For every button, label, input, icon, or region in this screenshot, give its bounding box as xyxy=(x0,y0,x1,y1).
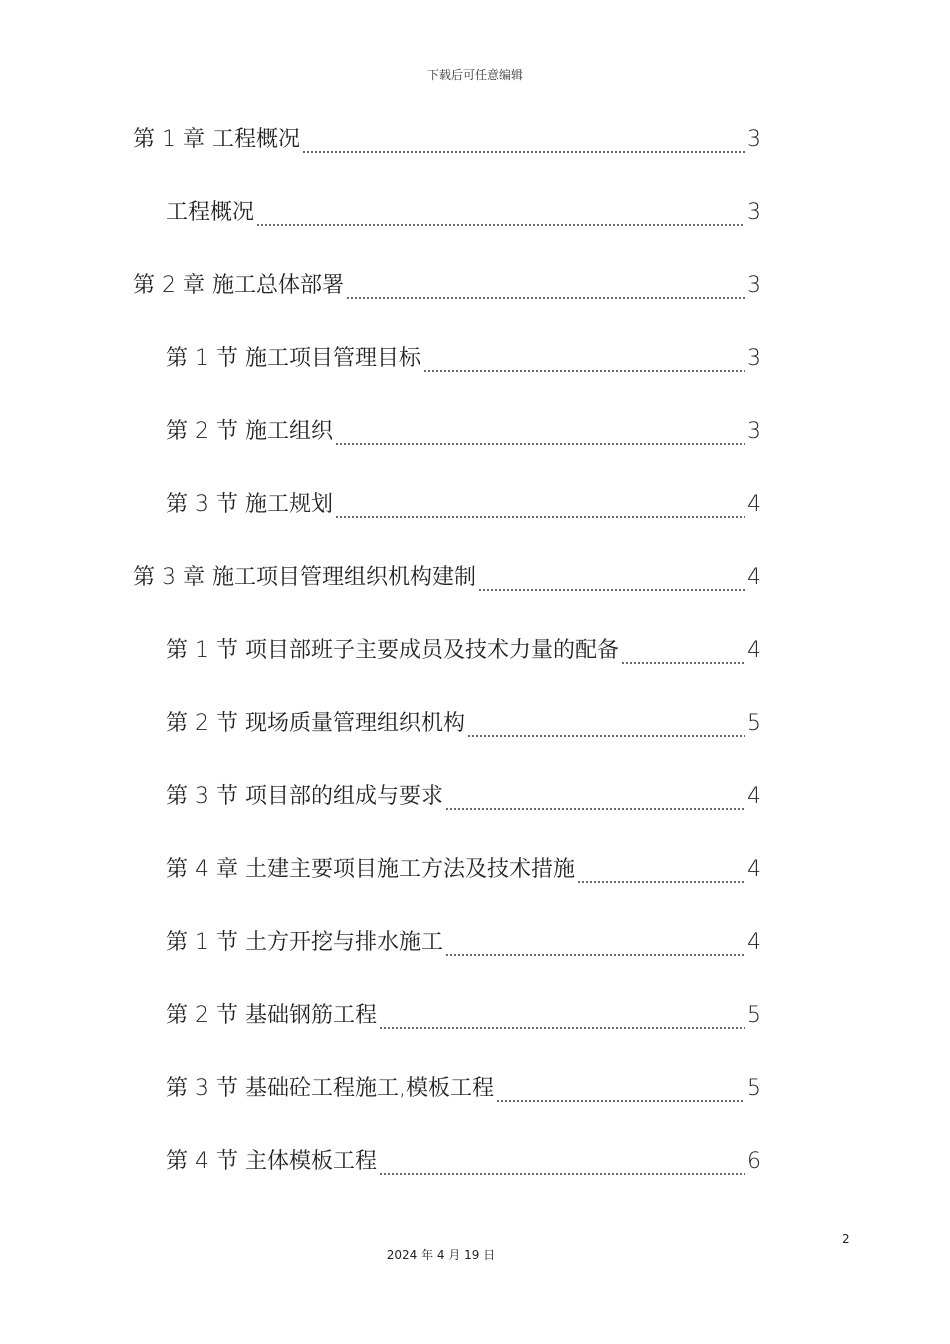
toc-entry-page: 3 xyxy=(747,346,761,371)
toc-dot-leader xyxy=(621,631,745,671)
toc-dot-leader xyxy=(478,558,745,598)
toc-entry-page: 5 xyxy=(747,1003,761,1028)
toc-dot-leader xyxy=(335,485,745,525)
toc-dot-leader xyxy=(445,777,745,817)
toc-dot-leader xyxy=(346,266,745,306)
toc-entry[interactable] xyxy=(166,1069,761,1109)
toc-entry-title: 第 3 节 项目部的组成与要求 xyxy=(166,784,443,809)
toc-dot-leader xyxy=(423,339,745,379)
toc-entry-page: 3 xyxy=(747,200,761,225)
toc-entry[interactable] xyxy=(133,558,761,598)
toc-entry[interactable] xyxy=(133,120,761,160)
toc-entry-title: 第 1 节 项目部班子主要成员及技术力量的配备 xyxy=(166,638,619,663)
toc-entry-title: 工程概况 xyxy=(166,200,255,225)
toc-entry-page: 5 xyxy=(747,1076,761,1101)
toc-entry-page: 3 xyxy=(747,127,761,152)
toc-entry-page: 4 xyxy=(747,930,761,955)
toc-entry[interactable] xyxy=(166,339,761,379)
toc-entry-page: 5 xyxy=(747,711,761,736)
toc-dot-leader xyxy=(379,996,745,1036)
toc-dot-leader xyxy=(379,1142,745,1182)
toc-dot-leader xyxy=(302,120,745,160)
toc-entry-title: 第 2 章 施工总体部署 xyxy=(133,273,344,298)
toc-entry[interactable] xyxy=(166,193,761,233)
toc-entry-page: 6 xyxy=(747,1149,761,1174)
toc-entry-title: 第 4 章 土建主要项目施工方法及技术措施 xyxy=(166,857,575,882)
toc-entry-page: 4 xyxy=(747,565,761,590)
toc-entry[interactable] xyxy=(166,777,761,817)
toc-entry-page: 4 xyxy=(747,492,761,517)
toc-entry[interactable] xyxy=(166,631,761,671)
toc-entry-title: 第 3 节 施工规划 xyxy=(166,492,333,517)
toc-entry-title: 第 2 节 基础钢筋工程 xyxy=(166,1003,377,1028)
toc-entry[interactable] xyxy=(166,923,761,963)
toc-entry-page: 4 xyxy=(747,857,761,882)
toc-entry-page: 3 xyxy=(747,273,761,298)
toc-dot-leader xyxy=(467,704,745,744)
toc-entry-title: 第 3 节 基础砼工程施工,模板工程 xyxy=(166,1076,494,1101)
toc-entry[interactable] xyxy=(166,1142,761,1182)
page-header-note: 下载后可任意编辑 xyxy=(426,68,523,82)
toc-dot-leader xyxy=(256,193,745,233)
toc-entry-title: 第 3 章 施工项目管理组织机构建制 xyxy=(133,565,476,590)
toc-entry[interactable] xyxy=(166,412,761,452)
toc-entry-title: 第 1 章 工程概况 xyxy=(133,127,300,152)
toc-dot-leader xyxy=(445,923,745,963)
toc-entry-page: 4 xyxy=(747,638,761,663)
toc-entry[interactable] xyxy=(166,704,761,744)
toc-entry-page: 4 xyxy=(747,784,761,809)
toc-dot-leader xyxy=(577,850,745,890)
toc-entry-page: 3 xyxy=(747,419,761,444)
toc-entry-title: 第 2 节 施工组织 xyxy=(166,419,333,444)
toc-entry-title: 第 2 节 现场质量管理组织机构 xyxy=(166,711,465,736)
toc-entry-title: 第 1 节 施工项目管理目标 xyxy=(166,346,421,371)
page-number: 2 xyxy=(842,1232,850,1246)
toc-entry[interactable] xyxy=(166,996,761,1036)
toc-dot-leader xyxy=(335,412,745,452)
toc-dot-leader xyxy=(496,1069,745,1109)
toc-entry[interactable] xyxy=(133,266,761,306)
toc-entry-title: 第 1 节 土方开挖与排水施工 xyxy=(166,930,443,955)
toc-entry[interactable] xyxy=(166,850,761,890)
toc-entry[interactable] xyxy=(166,485,761,525)
toc-entry-title: 第 4 节 主体模板工程 xyxy=(166,1149,377,1174)
footer-date: 2024 年 4 月 19 日 xyxy=(386,1248,496,1262)
